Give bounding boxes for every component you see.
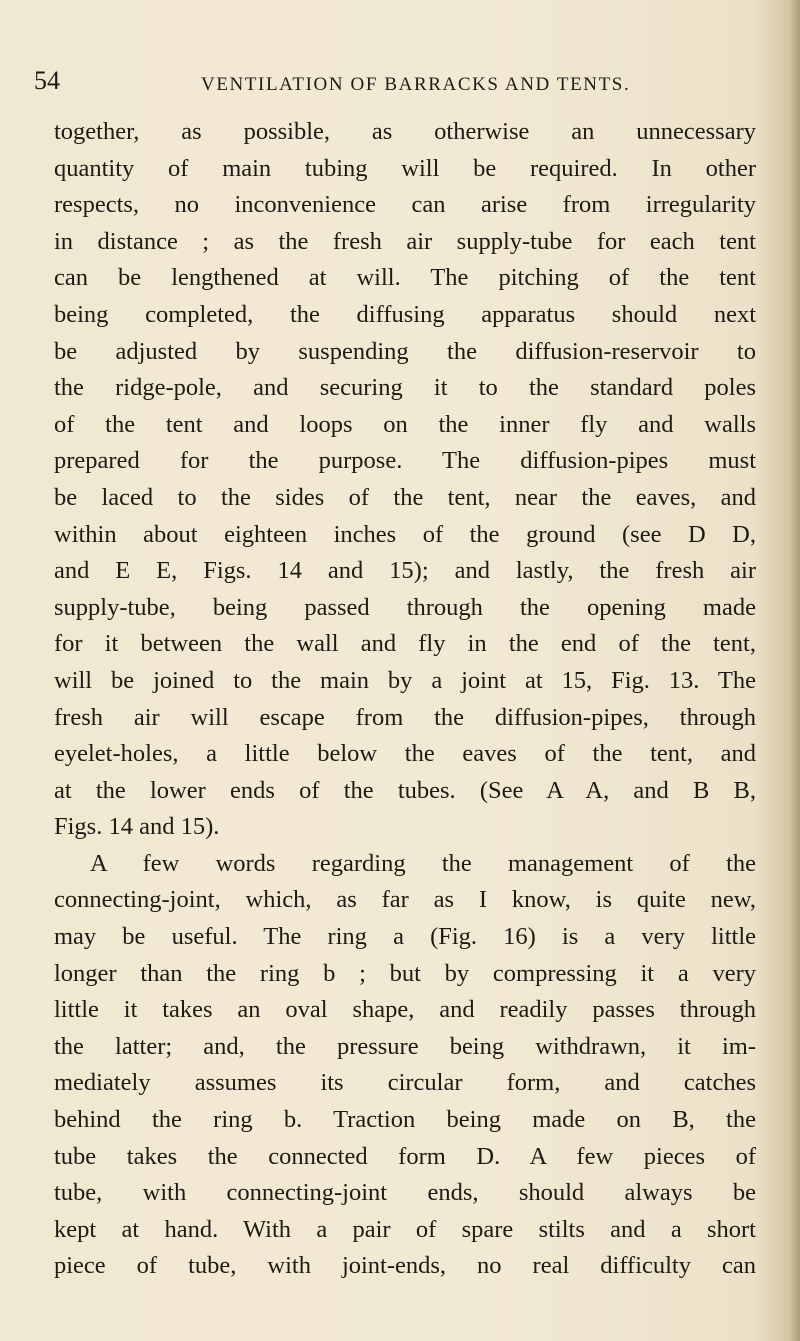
text-line: the ridge-pole, and securing it to the standard poles: [54, 374, 756, 402]
text-line: little it takes an oval shape, and readily passes through: [54, 996, 756, 1024]
text-line: and E E, Figs. 14 and 15); and lastly, the fresh air: [54, 557, 756, 585]
text-line: behind the ring b. Traction being made on B, the: [54, 1106, 756, 1134]
page-edge-shadow: [790, 0, 800, 1341]
text-line: quantity of main tubing will be required. In other: [54, 154, 756, 182]
text-line: tube, with connecting-joint ends, should always be: [54, 1179, 756, 1207]
text-line: mediately assumes its circular form, and catches: [54, 1069, 756, 1097]
text-line: may be useful. The ring a (Fig. 16) is a very little: [54, 923, 756, 951]
text-line: at the lower ends of the tubes. (See A A, and B B,: [54, 776, 756, 804]
text-line: fresh air will escape from the diffusion-pipes, through: [54, 703, 756, 731]
text-line: connecting-joint, which, as far as I know, is quite new,: [54, 886, 756, 914]
text-line: Figs. 14 and 15).: [54, 813, 220, 841]
page-header: [34, 66, 754, 106]
text-line: piece of tube, with joint-ends, no real difficulty can: [54, 1252, 756, 1280]
text-line: the latter; and, the pressure being withdrawn, it im-: [54, 1032, 756, 1060]
text-line: in distance ; as the fresh air supply-tube for each tent: [54, 227, 756, 255]
text-line: tube takes the connected form D. A few pieces of: [54, 1142, 756, 1170]
text-line: will be joined to the main by a joint at 15, Fig. 13. The: [54, 666, 756, 694]
text-line: eyelet-holes, a little below the eaves of the tent, and: [54, 740, 756, 768]
text-line: respects, no inconvenience can arise from irregularity: [54, 191, 756, 219]
text-line: longer than the ring b ; but by compressing it a very: [54, 959, 756, 987]
text-line: be adjusted by suspending the diffusion-reservoir to: [54, 337, 756, 365]
text-line: be laced to the sides of the tent, near the eaves, and: [54, 483, 756, 511]
text-line: being completed, the diffusing apparatus should next: [54, 300, 756, 328]
running-head: VENTILATION OF BARRACKS AND TENTS.: [201, 74, 631, 95]
text-line: of the tent and loops on the inner fly and walls: [54, 410, 756, 438]
text-line: supply-tube, being passed through the opening made: [54, 593, 756, 621]
text-line: prepared for the purpose. The diffusion-pipes must: [54, 447, 756, 475]
body-text: [54, 114, 756, 1285]
text-line: A few words regarding the management of the: [90, 849, 756, 877]
text-line: together, as possible, as otherwise an unnecessary: [54, 118, 756, 145]
text-line: can be lengthened at will. The pitching of the tent: [54, 264, 756, 292]
paragraph-2: [54, 846, 756, 1285]
paragraph-1: [54, 114, 756, 846]
page-number: 54: [34, 66, 60, 95]
text-line: within about eighteen inches of the ground (see D D,: [54, 520, 756, 548]
text-line: kept at hand. With a pair of spare stilts and a short: [54, 1215, 756, 1243]
text-line: for it between the wall and fly in the end of the tent,: [54, 630, 756, 658]
